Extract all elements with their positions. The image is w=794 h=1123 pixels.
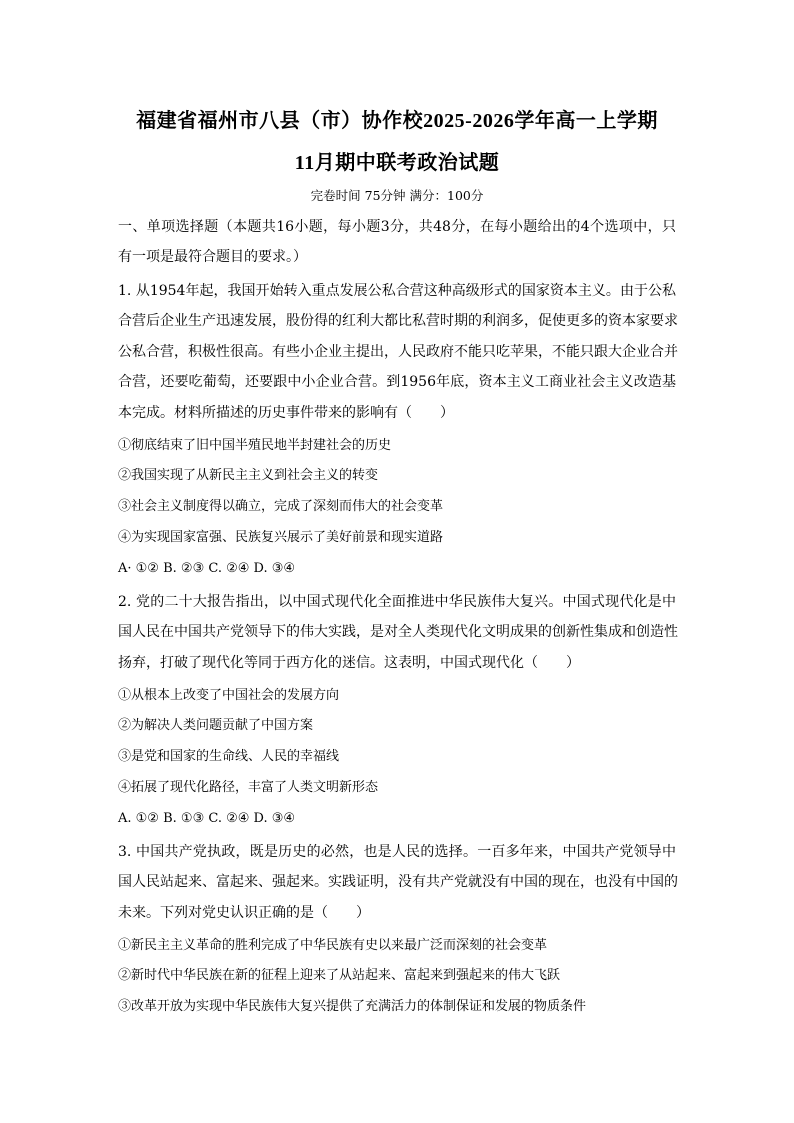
section-heading-line-1: 一、单项选择题（本题共16小题，每小题3分，共48分，在每小题给出的4个选项中，只 <box>118 219 676 235</box>
exam-time-and-score: 完卷时间 75分钟 满分：100分 <box>310 188 484 203</box>
exam-title-line-1: 福建省福州市八县（市）协作校2025-2026学年高一上学期 <box>136 110 658 132</box>
q2-stem-line-3: 扬弃，打破了现代化等同于西方化的迷信。这表明，中国式现代化（ ） <box>118 655 580 671</box>
q1-option-3: ③社会主义制度得以确立，完成了深刻而伟大的社会变革 <box>118 499 444 514</box>
section-heading-line-2: 有一项是最符合题目的要求。） <box>118 249 307 265</box>
q1-answer-choices: A· ①② B. ②③ C. ②④ D. ③④ <box>118 561 296 576</box>
exam-title-line-2: 11月期中联考政治试题 <box>294 152 500 174</box>
q1-stem-line-4: 合营，还要吃葡萄，还要跟中小企业合营。到1956年底，资本主义工商业社会主义改造基 <box>118 374 676 390</box>
q3-option-1: ①新民主主义革命的胜利完成了中华民族有史以来最广泛而深刻的社会变革 <box>118 938 548 953</box>
q2-option-1: ①从根本上改变了中国社会的发展方向 <box>118 688 340 703</box>
q2-stem-line-2: 国人民在中国共产党领导下的伟大实践，是对全人类现代化文明成果的创新性集成和创造性 <box>118 624 678 640</box>
q1-stem-line-3: 公私合营，积极性很高。有些小企业主提出，人民政府不能只吃苹果，不能只跟大企业合并 <box>118 344 678 360</box>
q1-option-4: ④为实现国家富强、民族复兴展示了美好前景和现实道路 <box>118 530 444 545</box>
q3-stem-line-1: 3. 中国共产党执政，既是历史的必然，也是人民的选择。一百多年来，中国共产党领导中 <box>118 844 676 860</box>
q3-option-3: ③改革开放为实现中华民族伟大复兴提供了充满活力的体制保证和发展的物质条件 <box>118 999 587 1014</box>
q2-answer-choices: A. ①② B. ①③ C. ②④ D. ③④ <box>118 811 296 826</box>
q1-stem-line-2: 合营后企业生产迅速发展，股份得的红利大都比私营时期的利润多，促使更多的资本家要求 <box>118 313 678 329</box>
q3-stem-line-2: 国人民站起来、富起来、强起来。实践证明，没有共产党就没有中国的现在，也没有中国的 <box>118 874 678 890</box>
q2-option-4: ④拓展了现代化路径，丰富了人类文明新形态 <box>118 780 379 795</box>
q3-stem-line-3: 未来。下列对党史认识正确的是（ ） <box>118 905 370 921</box>
q1-option-2: ②我国实现了从新民主主义到社会主义的转变 <box>118 468 379 483</box>
q2-option-3: ③是党和国家的生命线、人民的幸福线 <box>118 749 340 764</box>
q3-option-2: ②新时代中华民族在新的征程上迎来了从站起来、富起来到强起来的伟大飞跃 <box>118 968 561 983</box>
q1-stem-line-5: 本完成。材料所描述的历史事件带来的影响有（ ） <box>118 405 454 421</box>
q1-option-1: ①彻底结束了旧中国半殖民地半封建社会的历史 <box>118 438 392 453</box>
q1-stem-line-1: 1. 从1954年起，我国开始转入重点发展公私合营这种高级形式的国家资本主义。由于公私 <box>118 283 676 299</box>
q2-option-2: ②为解决人类问题贡献了中国方案 <box>118 718 314 733</box>
q2-stem-line-1: 2. 党的二十大报告指出，以中国式现代化全面推进中华民族伟大复兴。中国式现代化是中 <box>118 594 676 610</box>
